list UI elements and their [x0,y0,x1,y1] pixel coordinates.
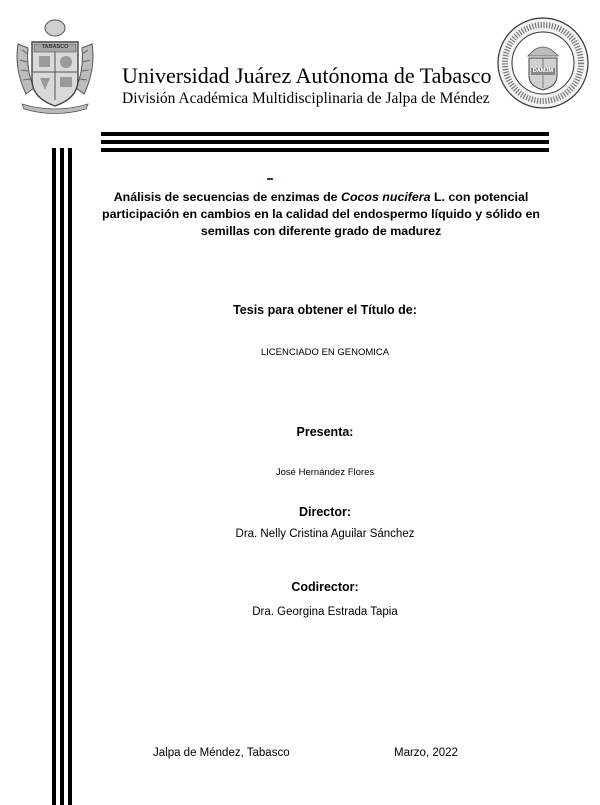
thesis-title [88,189,554,240]
thesis-title-part1: Análisis de secuencias de enzimas de [113,190,341,204]
side-rule-3 [68,148,72,805]
codirector-name: Dra. Georgina Estrada Tapia [252,606,398,618]
damjm-round-seal-icon [496,16,590,110]
author-name: José Hernández Flores [275,467,375,478]
header-rule-3 [101,148,549,152]
degree-name: LICENCIADO EN GENOMICA [260,347,390,358]
ujat-coat-of-arms-icon [12,14,98,114]
right-seal-center-text: DAMJM [532,68,554,74]
director-name: Dra. Nelly Cristina Aguilar Sánchez [235,528,415,540]
header-rule-2 [101,140,549,144]
side-rule-2 [60,148,64,805]
codirector-label: Codirector: [291,580,359,594]
purpose-label: Tesis para obtener el Título de: [233,303,417,317]
date: Marzo, 2022 [394,747,458,759]
director-label: Director: [298,505,352,519]
side-rule-1 [52,148,56,805]
header-rule-1 [101,132,549,136]
left-seal-banner: TABASCO [41,44,69,50]
division-name: División Académica Multidisciplinaria de Jalpa de Méndez [122,90,490,107]
presents-label: Presenta: [296,425,354,439]
place: Jalpa de Méndez, Tabasco [153,747,290,759]
blue-dash-mark [267,178,273,180]
thesis-title-part2: L. con potencial participación en cambios en la calidad del endospermo líquido y sólido en semillas con diferente grado de madurez [102,190,540,238]
thesis-title-species: Cocos nucifera [341,190,431,204]
university-name: Universidad Juárez Autónoma de Tabasco [122,63,492,88]
